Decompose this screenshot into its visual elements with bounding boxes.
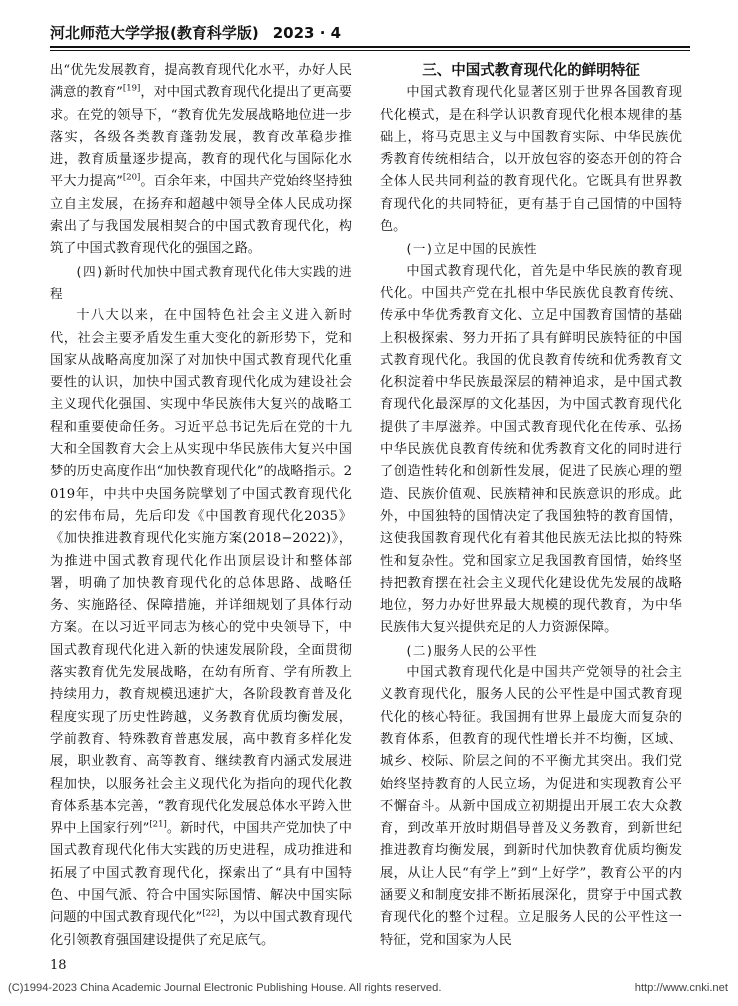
left-column <box>50 60 352 952</box>
journal-title: 河北师范大学学报(教育科学版) <box>50 24 259 42</box>
journal-header <box>50 22 690 48</box>
paragraph-new-era <box>50 305 352 952</box>
subheading-4: (四)新时代加快中国式教育现代化伟大实践的进程 <box>50 263 352 301</box>
right-column <box>380 60 682 952</box>
header-rule-thin <box>50 50 690 51</box>
citation-ref: [21] <box>149 819 167 830</box>
page-number: 18 <box>50 958 67 973</box>
citation-ref: [19] <box>122 83 141 94</box>
paragraph-nationality: 中国式教育现代化，首先是中华民族的教育现代化。中国共产党在扎根中华民族优良教育传统、传承中华优秀教育文化、立足中国教育国情的基础上积极探索、努力开拓了具有鲜明民族特征的中国式教育现代化。我国的优良教育传统和优秀教育文化积淀着中华民族最深层的精神追求，是中国式教育现代化最深厚的文化基因，为中国式教育现代化提供了丰厚滋养。中国式教育现代化在传承、弘扬中华民族优良教育传统和优秀教育文化的同时进行了创造性转化和创新性发展，促进了民族心理的塑造、民族价值观、民族精神和民族意识的形成。此外，中国独特的国情决定了我国独特的教育国情，这使我国教育现代化有着其他民族无法比拟的特殊性和复杂性。党和国家立足我国教育国情，始终坚持把教育摆在社会主义现代化建设优先发展的战略地位，努力办好世界最大规模的现代教育，为中华民族伟大复兴提供充足的人力资源保障。 <box>380 263 682 636</box>
paragraph-fairness: 中国式教育现代化是中国共产党领导的社会主义教育现代化，服务人民的公平性是中国式教育现代化的核心特征。我国拥有世界上最庞大而复杂的教育体系，但教育的现代性增长并不均衡，区域、城乡、校际、阶层之间的不平衡尤其突出。我们党始终坚持教育的人民立场，为促进和实现教育公平不懈奋斗。从新中国成立初期提出开展工农大众教育，到改革开放时期倡导普及义务教育，到新世纪推进教育均衡发展，到新时代加快教育优质均衡发展，从让人民“有学上”到“上好学”，教育公平的内涵要义和制度安排不断拓展深化，贯穿于中国式教育现代化的整个过程。立足服务人民的公平性这一特征，党和国家为人民 <box>380 665 682 948</box>
paragraph-intro: 中国式教育现代化显著区别于世界各国教育现代化模式，是在科学认识教育现代化根本规律的基础上，将马克思主义与中国教育实际、中华民族优秀教育传统相结合，以开放包容的姿态开创的符合全体人民共同利益的教育现代化。它既具有世界教育现代化的共同特征，更有基于自己国情的中国特色。 <box>380 85 682 235</box>
subheading-1: (一)立足中国的民族性 <box>405 241 537 257</box>
text-run: 。新时代，中国共产党加快了中国式教育现代化伟大实践的历史进程，成功推进和拓展了中国式教育现代化，探索出了“具有中国特色、中国气派、符合中国实际国情、解决中国实际问题的中国式教育现代化” <box>50 821 352 926</box>
header-rule-thick <box>50 46 690 48</box>
subheading-2: (二)服务人民的公平性 <box>405 642 537 658</box>
text-run: 出“优先发展教育，提高教育现代化水平，办好人民满意的教育” <box>50 63 352 101</box>
cnki-link[interactable]: http://www.cnki.net <box>634 982 728 994</box>
text-run: 十八大以来，在中国特色社会主义进入新时代，社会主要矛盾发生重大变化的新形势下，党和国家从战略高度加深了对加快中国式教育现代化重要性的认识，加快中国式教育现代化成为建设社会主义现代化强国、实现中华民族伟大复兴的战略工程和重要使命任务。习近平总书记先后在党的十九大和全国教育大会上从实现中华民族伟大复兴中国梦的历史高度作出“加快教育现代化”的战略指示。2019年，中共中央国务院擘划了中国式教育现代化的宏伟布局，先后印发《中国教育现代化2035》《加快推进教育现代化实施方案(2018−2022)》，为推进中国式教育现代化作出顶层设计和整体部署，明确了加快教育现代化的总体思路、战略任务、实施路径、保障措施，并详细规划了具体行动方案。在以习近平同志为核心的党中央领导下，中国式教育现代化进入新的快速发展阶段，全面贯彻落实教育优先发展战略，在幼有所育、学有所教上持续用力，教育规模迅速扩大，各阶段教育普及化程度实现了历史性跨越，义务教育优质均衡发展，学前教育、特殊教育普惠发展，高中教育多样化发展，职业教育、高等教育、继续教育内涵式发展进程加快，以服务社会主义现代化为指向的现代化教育体系基本完善，“教育现代化发展总体水平跨入世界中上国家行列” <box>50 308 352 837</box>
text-run: ，对中国式教育现代化提出了更高要求。在党的领导下，“教育优先发展战略地位进一步落实，各级各类教育蓬勃发展，教育改革稳步推进，教育质量逐步提高，教育的现代化与国际化水平大力提高” <box>50 85 352 190</box>
copyright-text: (C)1994-2023 China Academic Journal Electronic Publishing House. All rights reserved. <box>8 982 442 994</box>
section-heading: 三、中国式教育现代化的鲜明特征 <box>422 63 640 79</box>
copyright-footer <box>0 978 738 1000</box>
text-run: 。百余年来，中国共产党始终坚持独立自主发展，在扬弃和超越中领导全体人民成功探索出了与我国发展相契合的中国式教育现代化，构筑了中国式教育现代化的强国之路。 <box>50 174 352 257</box>
paragraph-continued <box>50 60 352 261</box>
text-run: ，为以中国式教育现代化引领教育强国建设提供了充足底气。 <box>50 910 353 948</box>
issue-number: 2023 · 4 <box>272 24 342 42</box>
citation-ref: [22] <box>202 908 220 919</box>
citation-ref: [20] <box>122 173 141 184</box>
